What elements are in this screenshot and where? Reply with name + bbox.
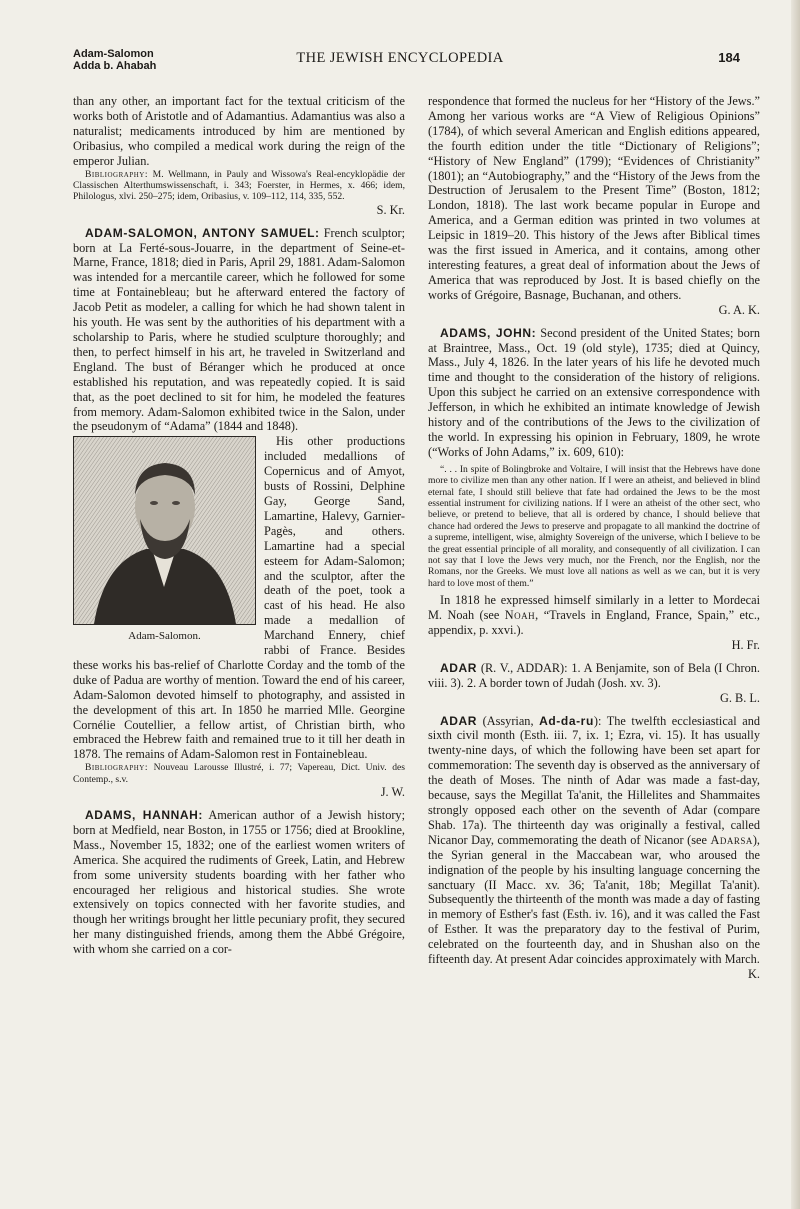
signature: H. Fr. <box>731 637 760 652</box>
entry-body: French sculptor; born at La Ferté-sous-Jouarre, in the department of Seine-et-Marne, France, 1818; died in Paris, April 29, 1881. Adam-Salomon was intended for a mercantile career, which he followed for some time at Fontainebleau; but he afterward entered the factory of Jacob Petit as modeler, a calling for which he had shown talent in his youth. He was sent by the authorities of his department with a scholarship to Paris, where he studied sculpture thoroughly; and then, to perfect himself in his art, he traveled in Switzerland and England. The bust of Béranger which he produced at once established his reputation, and was repeatedly copied. It is said that, as the poet declined to sit for him, he modeled the features from memory. Adam-Salomon exhibited twice in the Salon, under the pseudonym of “Adama” (1844 and 1848). <box>73 225 405 434</box>
entry-body: American author of a Jewish history; born at Medfield, near Boston, in 1755 or 1756; died at Brookline, Mass., November 15, 1832; one of the earliest women writers of America. She acquired the rudiments of Greek, Latin, and Hebrew from some university students boarding with her father who encouraged her religious and historical studies. She wrote extensively on topics connected with her favorite studies, and though her writings brought her little pecuniary profit, they secured her many distinguished friends, among them the Abbé Grégoire, with whom she carried on a cor- <box>73 808 405 957</box>
portrait-caption: Adam-Salomon. <box>128 630 201 643</box>
text-span: ): The twelfth ecclesiastical and sixth civil month (Esth. iii. 7, ix. 1; Ezra, vi. 15). It has usually twenty-nine days, of which the following have been set apart for commemoration: The seventh day is observed as the anniversary of the death of Moses. The ninth of Adar was made a fast-day, because, says the Megillat Ta'anit, the Hillelites and Shammaites strongly opposed each other on the seventh of Adar (compare Shab. 17a). The thirteenth day was originally a festival, called Nicanor Day, commemorating the death of Nicanor (see <box>428 713 760 847</box>
entry-adams-john <box>428 326 760 460</box>
entry-adar-month <box>428 714 760 967</box>
text-span: ), the Syrian general in the Maccabean war, who aroused the indignation of the people by his insulting language concerning the sanctuary (II Macc. xv. 36; Ta'anit, 18b; Megillat Ta'anit). Subsequently the thirteenth of the month was made a day of fasting in memory of Esther's fast (Esth. iv. 16), and it was called the Fast of Esther. It was the preparatory day to the festival of Purim, celebrated on the fourteenth day, and in Shushan also on the fifteenth day. At present Adar coincides approximately with March. <box>428 832 760 967</box>
adams-hannah-continuation: respondence that formed the nucleus for her “History of the Jews.” Among her various works are “A View of Religious Opinions” (1784), of which several American and English editions appeared, the fourth edition under the title “Dictionary of Religions”; “History of New England” (1799); “Evidences of Christianity” (1801); an “Autobiography,” and the “History of the Jews from the Destruction of Jerusalem to the Present Time” (Boston, 1812; London, 1818). The last work became popular in Europe and America, and a German edition was printed in two volumes at Leipsic in 1819–20. This history of the Jews after Biblical times was the first issued in America, and it contains, among other interesting features, a great deal of information about the Jews of America that was reproduced by Jost. It is based chiefly on the works of Grégoire, Basnage, Buchanan, and others. <box>428 94 760 302</box>
bibliography-text: M. Wellmann, in Pauly and Wissowa's Real-encyklopädie der Classischen Alterthumswissenschaft, i. 343; Foerster, in Hermes, x. 466; idem, Philologus, xlvi. 250–275; idem, Oribasius, v. 109–112, 114, 335, 552. <box>73 168 405 203</box>
entry-body: (R. V., ADDAR): 1. A Benjamite, son of Bela (I Chron. viii. 3). 2. A border town of Judah (Josh. xv. 3). <box>428 660 760 690</box>
portrait-figure <box>73 436 256 644</box>
text-span: (Assyrian, <box>477 713 540 728</box>
right-column <box>428 94 760 982</box>
running-head-first-entry: Adam-Salomon <box>73 48 154 60</box>
portrait-image <box>73 436 256 625</box>
entry-heading: ADAM-SALOMON, ANTONY SAMUEL: <box>85 225 320 240</box>
bibliography-adamantius <box>73 169 405 203</box>
quotation: “. . . In spite of Bolingbroke and Voltaire, I will insist that the Hebrews have done more to civilize men than any other nation. If I were an atheist, and believed in blind eternal fate, I should still believe that fate had ordained the Jews to be the most essential instrument for civilizing nations. If I were an atheist of the other sect, who believe, or pretend to believe, that all is ordered by chance, I should believe that chance had ordered the Jews to preserve and propagate to all mankind the doctrine of a supreme, intelligent, wise, almighty Sovereign of the universe, which I believe to be the great essential principle of all morality, and consequently of all civilization. I can not say that I love the Jews very much, nor the French, nor the English, nor the Romans, nor the Greeks. We must love all nations as well as we can, but it is very hard to love most of them.” <box>428 463 760 589</box>
entry-body: Second president of the United States; born at Braintree, Mass., Oct. 19 (old style), 1735; died at Quincy, Mass., July 4, 1826. In the later years of his life he devoted much time and thought to the consideration of the history of religions. Upon this subject he carried on an extensive correspondence with Jefferson, in which he exhibited an intimate knowledge of Jewish history and of the contributions of the Jews to the civilization of the world. In expressing his opinion in February, 1809, he wrote (“Works of John Adams,” ix. 609, 610): <box>428 325 761 459</box>
page-edge-shadow <box>791 0 800 1209</box>
signature: G. A. K. <box>718 302 760 317</box>
signature: G. B. L. <box>720 690 760 705</box>
running-head-left <box>73 48 223 72</box>
entry-adams-hannah <box>73 808 405 957</box>
signature: S. Kr. <box>376 202 405 217</box>
adamantius-continuation: than any other, an important fact for the textual criticism of the works both of Aristotle and of Adamantius. Adamantius was also a naturalist; medicaments introduced by him are mentioned by Oribasius, who compiled a medical work during the reign of the emperor Julian. <box>73 94 405 168</box>
assyrian-term: Ad-da-ru <box>539 713 594 728</box>
entry-adam-salomon <box>73 226 405 435</box>
portrait-engraving <box>74 437 255 624</box>
bibliography-text: Nouveau Larousse Illustré, i. 77; Vapereau, Dict. Univ. des Contemp., s.v. <box>73 762 405 785</box>
cross-reference-adarsa: Adarsa <box>710 832 753 847</box>
entry-heading: ADAMS, HANNAH: <box>85 808 203 822</box>
cross-reference-noah: Noah <box>504 608 536 623</box>
entry-heading: ADAMS, JOHN: <box>440 325 537 340</box>
bibliography-label: Bibliography: <box>85 168 149 180</box>
entry-adar-person <box>428 661 760 691</box>
page-number: 184 <box>718 50 740 65</box>
entry-heading: ADAR <box>440 713 478 728</box>
signature: K. <box>748 966 760 981</box>
bibliography-label: Bibliography: <box>85 762 149 774</box>
running-head-title: THE JEWISH ENCYCLOPEDIA <box>296 50 504 66</box>
entry-adams-john-continued <box>428 593 760 638</box>
signature: J. W. <box>380 785 405 800</box>
running-head-last-entry: Adda b. Ahabah <box>73 60 157 72</box>
text-span: , “Travels in England, France, Spain,” etc., appendix, p. xxvi.). <box>428 608 760 638</box>
bibliography-adam-salomon <box>73 762 405 785</box>
entry-heading: ADAR <box>440 660 478 675</box>
entry-adam-salomon-continued: His other productions included medallions of Copernicus and of Amyot, busts of Rossini, Delphine Gay, George Sand, Lamartine, Halevy, Garnier-Pagès, and others. Lamartine had a special esteem for Adam-Salomon; and the sculptor, after the death of the poet, took a cast of his head. He also made a medallion of Marchand Ennery, chief rabbi of France. Besides these works his bas-relief of Charlotte Corday and the tomb of the duke of Padua are worthy of mention. Toward the end of his career, Adam-Salomon devoted himself to photography, and assisted in the development of this art. In 1850 he married Mlle. Georgine Cornélie Coutellier, a fellow artist, of Christian birth, who embraced the Hebrew faith and remained true to it till her death in 1878. The remains of Adam-Salomon rest in Fontainebleau. <box>73 434 405 762</box>
left-column <box>73 94 405 957</box>
text-span: In 1818 he expressed himself similarly in a letter to Mordecai M. Noah (see <box>428 593 760 623</box>
